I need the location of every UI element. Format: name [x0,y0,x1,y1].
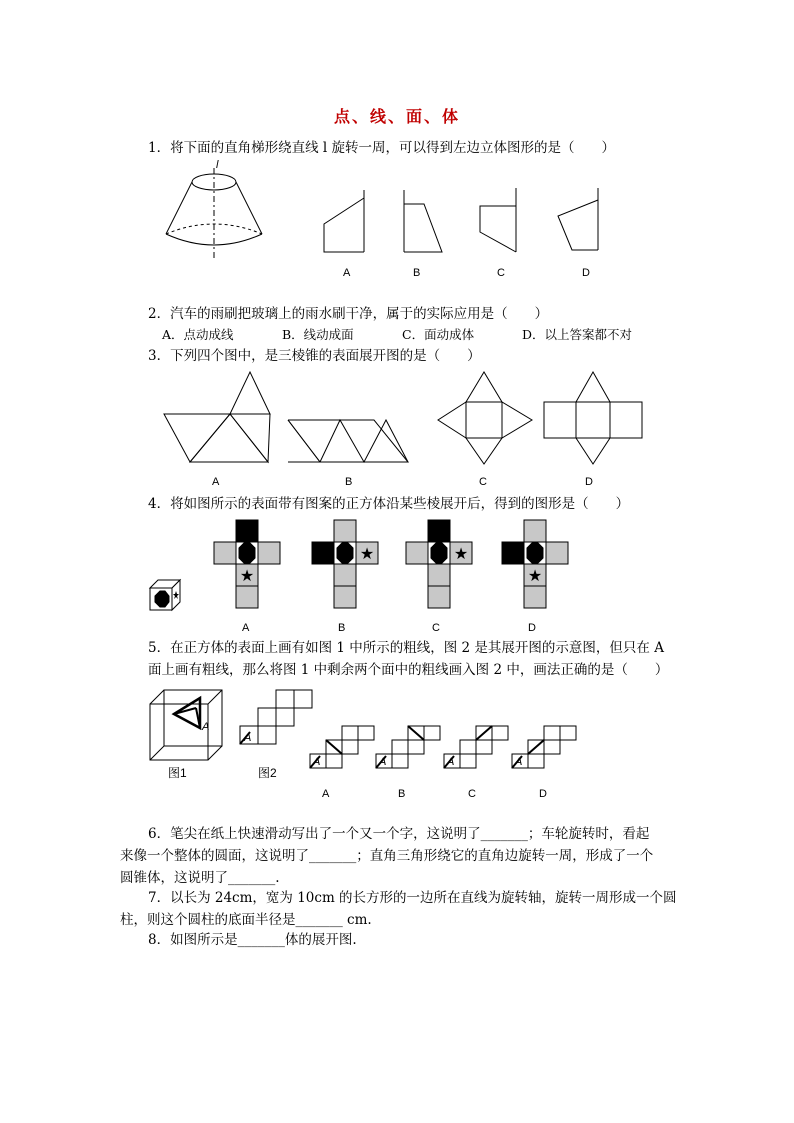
question-6-line-1: 6．笔尖在纸上快速滑动写出了一个又一个字，这说明了_______；车轮旋转时，看起 [148,826,650,842]
question-8-text: 8．如图所示是_______体的展开图. [148,932,357,948]
question-4-text: 4．将如图所示的表面带有图案的正方体沿某些棱展开后，得到的图形是（ ） [148,496,630,512]
q1-option-a-label: A [343,267,351,279]
patterned-cube [150,580,180,610]
q5-fig2-face-a: A [244,732,252,744]
q5-option-c-label: C [468,788,476,800]
question-7-line-2: 柱，则这个圆柱的底面半径是_______ cm. [120,912,372,928]
question-2-options [162,325,632,345]
page-title: 点、线、面、体 [333,107,460,126]
option-d-trapezoid [558,188,598,250]
q3-net-c [438,372,532,464]
svg-text:A: A [447,756,455,768]
option-a-trapezoid [324,190,364,252]
q3-option-d-label: D [585,476,593,488]
svg-text:A: A [313,756,321,768]
q3-net-d [544,372,642,464]
svg-text:★: ★ [239,566,255,585]
q1-option-d-label: D [582,267,590,279]
q4-net-c [406,520,472,608]
option-b-trapezoid [404,190,442,252]
question-4-figures [148,518,598,614]
q5-option-b-label: B [398,788,406,800]
axis-label-l: l [216,159,219,171]
q4-net-d [502,520,568,608]
q2-option-c: C．面动成体 [402,327,475,342]
question-5-figures [148,686,588,766]
q4-net-b [312,520,378,608]
q4-option-d-label: D [528,622,536,634]
svg-text:★: ★ [359,544,375,563]
q4-option-a-label: A [242,622,250,634]
q5-figure-2-label: 图2 [258,766,277,780]
q5-figure-1-cube [150,690,222,760]
q1-option-c-label: C [497,267,505,279]
svg-text:★: ★ [453,544,469,563]
q3-option-c-label: C [479,476,487,488]
q3-net-a [164,372,270,462]
question-5-text-line-1: 5．在正方体的表面上画有如图 1 中所示的粗线，图 2 是其展开图的示意图，但只在 A [148,640,664,656]
question-2-text: 2．汽车的雨刷把玻璃上的雨水刷干净，属于的实际应用是（ ） [148,306,549,322]
q4-option-c-label: C [432,622,440,634]
option-c-trapezoid [480,188,516,252]
svg-text:A: A [515,756,523,768]
question-3-text: 3．下列四个图中，是三棱锥的表面展开图的是（ ） [148,348,481,364]
q4-net-a [214,520,280,608]
q4-option-b-label: B [338,622,346,634]
question-6-line-3: 圆锥体，这说明了_______. [120,870,280,886]
svg-text:A: A [379,756,387,768]
q5-figure-1-label: 图1 [168,766,187,780]
svg-text:★: ★ [527,566,543,585]
q2-option-a: A．点动成线 [162,327,234,342]
q5-option-d-label: D [539,788,547,800]
q2-option-d: D．以上答案都不对 [522,327,633,342]
q5-option-a-label: A [322,788,330,800]
q1-option-b-label: B [413,267,421,279]
question-6-line-2: 来像一个整体的圆面，这说明了_______；直角三角形绕它的直角边旋转一周，形成了一个 [120,848,654,864]
q3-option-a-label: A [212,476,220,488]
question-3-figures [160,368,650,468]
question-7-line-1: 7．以长为 24cm，宽为 10cm 的长方形的一边所在直线为旋转轴，旋转一周形成一个圆 [148,890,677,906]
q2-option-b: B．线动成面 [282,327,354,342]
frustum-figure [166,168,262,260]
q3-option-b-label: B [345,476,353,488]
q3-net-b [288,420,408,462]
question-5-text-line-2: 面上画有粗线，那么将图 1 中剩余两个面中的粗线画入图 2 中，画法正确的是（ ） [148,662,669,678]
question-1-text: 1．将下面的直角梯形绕直线 l 旋转一周，可以得到左边立体图形的是（ ） [148,140,615,156]
question-1-figures [160,160,640,290]
q5-fig1-face-a: A [202,721,210,733]
